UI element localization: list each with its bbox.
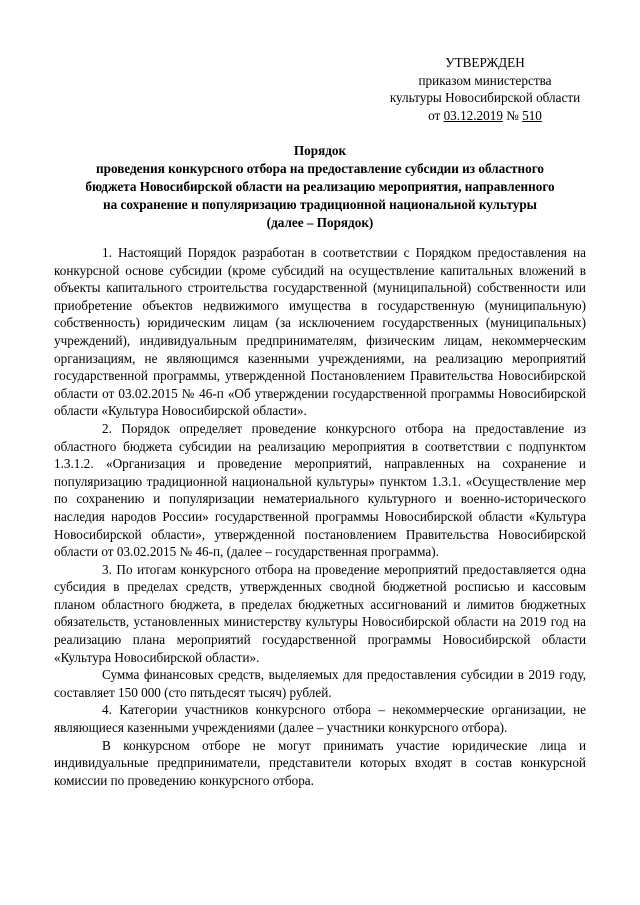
title-line-1: Порядок bbox=[293, 143, 347, 158]
paragraph-1: 1. Настоящий Порядок разработан в соответствии с Порядком предоставления на конкурсной основе субсидии (кроме субсидий на осуществление капитальных вложений в объекты капитального строительства государственной (муниципальной) собственности или приобретение объектов недвижимого имущества в государственную (муниципальную) собственность) юридическим лицам (за исключением государственных (муниципальных) учреждений), индивидуальным предпринимателям, физическим лицам, некоммерческим организациям, не являющимся казенными учреждениями, на реализацию мероприятий государственной программы, утвержденной Постановлением Правительства Новосибирской области от 03.02.2015 № 46-п «Об утверждении государственной программы Новосибирской области «Культура Новосибирской области». bbox=[54, 245, 586, 419]
title-line-5: (далее – Порядок) bbox=[266, 215, 374, 230]
approval-issuer-line2: культуры Новосибирской области bbox=[389, 90, 581, 105]
approval-number: 510 bbox=[522, 107, 542, 123]
title-line-4: на сохранение и популяризацию традиционной национальной культуры bbox=[103, 197, 537, 212]
approval-stamp bbox=[360, 54, 610, 124]
approval-date: 03.12.2019 bbox=[443, 107, 503, 123]
approval-date-line bbox=[360, 107, 610, 125]
document-body bbox=[54, 244, 586, 789]
paragraph-4-restriction: В конкурсном отборе не могут принимать участие юридические лица и индивидуальные предприниматели, представители которых входят в состав конкурсной комиссии по проведению конкурсного отбора. bbox=[54, 737, 586, 788]
approval-date-prefix: от bbox=[428, 107, 441, 123]
paragraph-4: 4. Категории участников конкурсного отбора – некоммерческие организации, не являющиеся казенными учреждениями (далее – участники конкурсного отбора). bbox=[54, 702, 586, 736]
approval-number-sign: № bbox=[506, 107, 519, 123]
paragraph-2: 2. Порядок определяет проведение конкурсного отбора на предоставление из областного бюджета субсидии на реализацию мероприятия в соответствии с подпунктом 1.3.1.2. «Организация и проведение мероприятий, направленных на сохранение и популяризацию традиционной национальной культуры» пунктом 1.3.1. «Осуществление мер по сохранению и популяризации нематериального культурного и военно-исторического наследия народов России» государственной программы Новосибирской области «Культура Новосибирской области», утвержденной постановлением Правительства Новосибирской области от 03.02.2015 № 46-п, (далее – государственная программа). bbox=[54, 420, 586, 560]
title-line-2: проведения конкурсного отбора на предоставление субсидии из областного bbox=[96, 161, 544, 176]
paragraph-3: 3. По итогам конкурсного отбора на проведение мероприятий предоставляется одна субсидия в пределах средств, утвержденных сводной бюджетной росписью и кассовым планом областного бюджета, в пределах бюджетных ассигнований и лимитов бюджетных обязательств, установленных министерству культуры Новосибирской области на 2019 год на реализацию плана мероприятий государственной программы Новосибирской области «Культура Новосибирской области». bbox=[54, 561, 586, 665]
document-title bbox=[54, 142, 586, 232]
approval-issuer-line1: приказом министерства bbox=[418, 72, 552, 88]
approval-title: УТВЕРЖДЕН bbox=[445, 55, 525, 70]
title-line-3: бюджета Новосибирской области на реализацию мероприятия, направленного bbox=[85, 179, 555, 194]
paragraph-3-amount: Сумма финансовых средств, выделяемых для предоставления субсидии в 2019 году, составляет 150 000 (сто пятьдесят тысяч) рублей. bbox=[54, 667, 586, 700]
